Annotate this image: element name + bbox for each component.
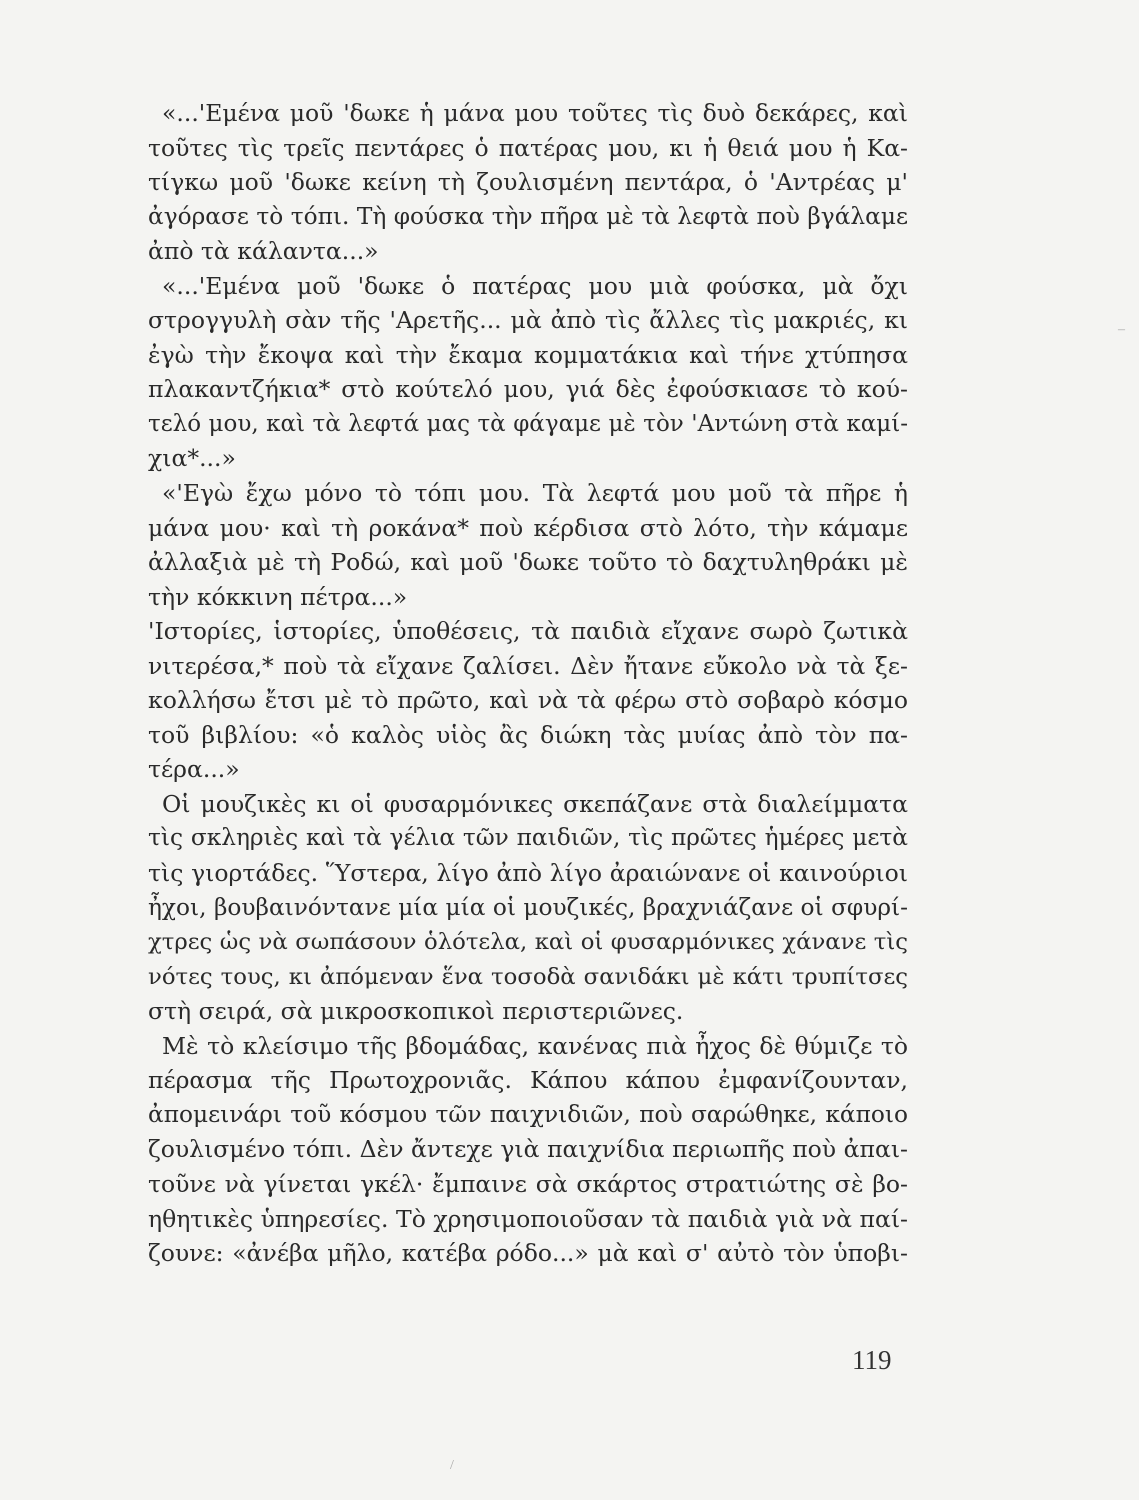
text-line: τὴν κόκκινη πέτρα...» xyxy=(148,582,408,611)
text-line: τοῦτες τὶς τρεῖς πεντάρες ὁ πατέρας μου, κι ἡ θειά μου ἡ Κα- xyxy=(148,133,908,162)
text-line: στὴ σειρά, σὰ μικροσκοπικοὶ περιστεριῶνες. xyxy=(148,997,684,1026)
text-line: «'Εγὼ ἔχω μόνο τὸ τόπι μου. Τὰ λεφτά μου μοῦ τὰ πῆρε ἡ xyxy=(162,479,908,508)
text-line: ἦχοι, βουβαινόντανε μία μία οἱ μουζικές, βραχνιάζανε οἱ σφυρί- xyxy=(148,893,908,921)
text-line: τελό μου, καὶ τὰ λεφτά μας τὰ φάγαμε μὲ τὸν 'Αντώνη στὰ καμί- xyxy=(148,410,908,437)
text-line: πέρασμα τῆς Πρωτοχρονιᾶς. Κάπου κάπου ἐμφανίζουνταν, xyxy=(148,1066,908,1095)
text-line: «...'Εμένα μοῦ 'δωκε ἡ μάνα μου τοῦτες τὶς δυὸ δεκάρες, καὶ xyxy=(162,99,908,127)
text-line: χτρες ὡς νὰ σωπάσουν ὁλότελα, καὶ οἱ φυσαρμόνικες χάνανε τὶς xyxy=(148,929,908,956)
scan-mark: / xyxy=(450,1458,454,1473)
text-line: τοῦνε νὰ γίνεται γκέλ· ἔμπαινε σὰ σκάρτος στρατιώτης σὲ βο- xyxy=(148,1169,908,1198)
text-line: Οἱ μουζικὲς κι οἱ φυσαρμόνικες σκεπάζανε στὰ διαλείμματα xyxy=(162,789,908,818)
text-line: τὶς σκληριὲς καὶ τὰ γέλια τῶν παιδιῶν, τὶς πρῶτες ἡμέρες μετὰ xyxy=(148,824,908,852)
text-line: 'Ιστορίες, ἱστορίες, ὑποθέσεις, τὰ παιδιὰ εἴχανε σωρὸ ζωτικὰ xyxy=(148,617,908,646)
text-line: κολλήσω ἔτσι μὲ τὸ πρῶτο, καὶ νὰ τὰ φέρω στὸ σοβαρὸ κόσμο xyxy=(148,686,908,715)
text-line: ἀπὸ τὰ κάλαντα...» xyxy=(148,237,379,266)
text-line: τὶς γιορτάδες. Ὕστερα, λίγο ἀπὸ λίγο ἀραιώνανε οἱ καινούριοι xyxy=(148,859,908,888)
text-line: στρογγυλὴ σὰν τῆς 'Αρετῆς... μὰ ἀπὸ τὶς ἄλλες τὶς μακριές, κι xyxy=(148,306,908,335)
page-number: 119 xyxy=(852,1345,892,1375)
text-line: μάνα μου· καὶ τὴ ροκάνα* ποὺ κέρδισα στὸ λότο, τὴν κάμαμε xyxy=(148,513,908,542)
text-line: ηθητικὲς ὑπηρεσίες. Τὸ χρησιμοποιοῦσαν τὰ παιδιὰ γιὰ νὰ παί- xyxy=(148,1204,908,1233)
body-text xyxy=(148,96,908,1271)
text-line: ἐγὼ τὴν ἔκοψα καὶ τὴν ἔκαμα κομματάκια καὶ τήνε χτύπησα xyxy=(148,340,908,369)
text-line: νιτερέσα,* ποὺ τὰ εἴχανε ζαλίσει. Δὲν ἤτανε εὔκολο νὰ τὰ ξε- xyxy=(148,651,908,680)
text-line: «...'Εμένα μοῦ 'δωκε ὁ πατέρας μου μιὰ φούσκα, μὰ ὄχι xyxy=(162,271,908,300)
text-line: ἀλλαξιὰ μὲ τὴ Ροδώ, καὶ μοῦ 'δωκε τοῦτο τὸ δαχτυληθράκι μὲ xyxy=(148,548,908,577)
text-line: τίγκω μοῦ 'δωκε κείνη τὴ ζουλισμένη πεντάρα, ὁ 'Αντρέας μ' xyxy=(148,168,908,197)
text-line: νότες τους, κι ἀπόμεναν ἕνα τοσοδὰ σανιδάκι μὲ κάτι τρυπίτσες xyxy=(148,963,908,990)
text-line: ζουλισμένο τόπι. Δὲν ἄντεχε γιὰ παιχνίδια περιωπῆς ποὺ ἀπαι- xyxy=(148,1135,908,1164)
text-line: Μὲ τὸ κλείσιμο τῆς βδομάδας, κανένας πιὰ ἦχος δὲ θύμιζε τὸ xyxy=(162,1031,908,1060)
text-line: ἀγόρασε τὸ τόπι. Τὴ φούσκα τὴν πῆρα μὲ τὰ λεφτὰ ποὺ βγάλαμε xyxy=(148,202,908,230)
text-line: τέρα...» xyxy=(148,755,240,784)
text-line: τοῦ βιβλίου: «ὁ καλὸς υἱὸς ἂς διώκη τὰς μυίας ἀπὸ τὸν πα- xyxy=(148,720,908,749)
scan-mark: – xyxy=(1118,322,1125,337)
text-line: χια*...» xyxy=(148,444,236,473)
text-line: ἀπομεινάρι τοῦ κόσμου τῶν παιχνιδιῶν, ποὺ σαρώθηκε, κάποιο xyxy=(148,1100,908,1128)
text-line: ζουνε: «ἀνέβα μῆλο, κατέβα ρόδο...» μὰ καὶ σ' αὐτὸ τὸν ὑποβι- xyxy=(148,1239,908,1268)
text-line: πλακαντζήκια* στὸ κούτελό μου, γιά δὲς ἐφούσκιασε τὸ κού- xyxy=(148,375,908,404)
